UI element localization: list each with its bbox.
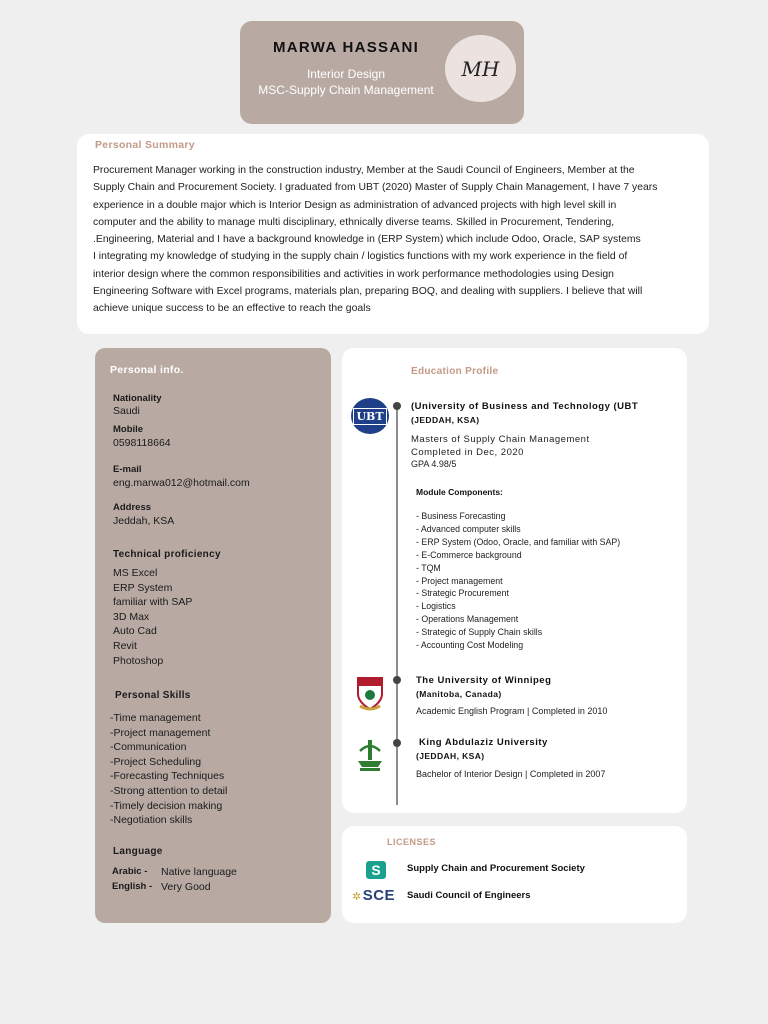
- candidate-name: MARWA HASSANI: [273, 39, 420, 56]
- summary-line: .Engineering, Material and I have a background knowledge in (ERP System) which include Odoo, Oracle, SAP systems: [93, 234, 641, 246]
- list-item: - Project management: [416, 575, 503, 586]
- kau-program: Bachelor of Interior Design | Completed in 2007: [416, 769, 606, 779]
- summary-line: experience in a double major which is Interior Design as administration of advanced projects with high level skill in: [93, 199, 617, 211]
- module-components-title: Module Components:: [416, 487, 503, 497]
- list-item: - E-Commerce background: [416, 549, 522, 560]
- summary-line: achieve unique success to be an effective to reach the goals: [93, 303, 371, 315]
- list-item: -Negotiation skills: [110, 814, 193, 827]
- mobile-value: 0598118664: [113, 437, 171, 449]
- email-label: E-mail: [113, 464, 142, 475]
- email-value[interactable]: eng.marwa012@hotmail.com: [113, 477, 250, 489]
- list-item: - TQM: [416, 562, 441, 573]
- kau-emblem-icon: [354, 737, 386, 773]
- kau-name: King Abdulaziz University: [419, 737, 548, 748]
- list-item: -Time management: [110, 712, 201, 724]
- scps-logo-icon: S: [366, 861, 386, 879]
- list-item: -Timely decision making: [110, 799, 223, 812]
- summary-line: computer and the ability to manage multi disciplinary, ethnically diverse teams. Skilled in Procurement, Tendering,: [93, 216, 615, 228]
- nationality-label: Nationality: [113, 393, 162, 404]
- timeline-dot: [393, 402, 401, 410]
- summary-line: I integrating my knowledge of studying in the supply chain / logistics functions with my work experience in the field of: [93, 251, 628, 263]
- list-item: -Communication: [110, 741, 187, 754]
- license-scps: Supply Chain and Procurement Society: [407, 863, 585, 874]
- list-item: - Advanced computer skills: [416, 523, 521, 534]
- address-value: Jeddah, KSA: [113, 515, 175, 527]
- summary-line: Engineering Software with Excel programs, materials plan, preparing BOQ, and dealing with suppliers. I believe that will: [93, 286, 643, 298]
- list-item: familiar with SAP: [113, 596, 193, 609]
- list-item: - Strategic of Supply Chain skills: [416, 627, 543, 638]
- winnipeg-location: (Manitoba, Canada): [416, 689, 502, 699]
- summary-line: Supply Chain and Procurement Society. I graduated from UBT (2020) Master of Supply Chain Management, I have 7 years: [93, 182, 658, 194]
- arabic-level: Native language: [161, 866, 237, 878]
- list-item: -Forecasting Techniques: [110, 770, 225, 783]
- timeline-dot: [393, 739, 401, 747]
- ubt-logo-icon: UBT: [351, 398, 389, 434]
- sce-logo-icon: ✲SCE: [352, 887, 396, 904]
- timeline-dot: [393, 676, 401, 684]
- list-item: Auto Cad: [113, 625, 157, 638]
- list-item: Revit: [113, 639, 137, 652]
- ubt-completed: Completed in Dec, 2020: [411, 447, 524, 458]
- english-label: English -: [112, 881, 153, 892]
- list-item: 3D Max: [113, 610, 150, 623]
- list-item: -Strong attention to detail: [110, 784, 228, 797]
- mobile-label: Mobile: [113, 424, 144, 435]
- profession-line: Interior Design: [306, 67, 386, 81]
- summary-text: [93, 162, 693, 318]
- technical-proficiency-list: [113, 566, 192, 668]
- license-sce: Saudi Council of Engineers: [407, 890, 531, 901]
- list-item: - Business Forecasting: [416, 511, 506, 521]
- list-item: -Project Scheduling: [110, 755, 202, 768]
- english-level: Very Good: [161, 881, 211, 893]
- module-components-list: [416, 510, 620, 652]
- summary-title: Personal Summary: [95, 139, 195, 151]
- personal-summary-card: [77, 134, 709, 334]
- personal-info-title: Personal info.: [110, 364, 184, 376]
- education-title: Education Profile: [411, 366, 499, 377]
- list-item: - Operations Management: [416, 614, 519, 625]
- personal-skills-list: [110, 711, 227, 828]
- ubt-gpa: GPA 4.98/5: [411, 459, 457, 469]
- technical-proficiency-title: Technical proficiency: [113, 549, 221, 560]
- list-item: - ERP System (Odoo, Oracle, and familiar with SAP): [416, 536, 621, 547]
- list-item: MS Excel: [113, 567, 158, 579]
- licenses-title: LICENSES: [387, 837, 437, 847]
- header-card: [240, 21, 524, 124]
- ubt-name: (University of Business and Technology (UBT: [411, 401, 639, 412]
- winnipeg-crest-icon: [354, 676, 386, 712]
- list-item: - Logistics: [416, 601, 456, 612]
- kau-location: (JEDDAH, KSA): [416, 751, 485, 761]
- summary-line: Procurement Manager working in the construction industry, Member at the Saudi Council of Engineers, Member at the: [93, 165, 635, 176]
- winnipeg-program: Academic English Program | Completed in 2010: [416, 706, 608, 716]
- ubt-location: (JEDDAH, KSA): [411, 415, 480, 425]
- personal-info-panel: [95, 348, 331, 923]
- arabic-label: Arabic -: [112, 866, 148, 877]
- degree-line: MSC-Supply Chain Management: [258, 83, 434, 97]
- summary-line: interior design where the common responsibilities and activities in work performance methodologies using Design: [93, 268, 614, 280]
- list-item: -Project management: [110, 726, 211, 739]
- list-item: ERP System: [113, 581, 173, 594]
- personal-skills-title: Personal Skills: [115, 690, 191, 701]
- list-item: - Strategic Procurement: [416, 588, 509, 599]
- nationality-value: Saudi: [113, 405, 140, 417]
- ubt-degree: Masters of Supply Chain Management: [411, 434, 590, 445]
- list-item: Photoshop: [113, 654, 164, 667]
- licenses-card: [342, 826, 687, 923]
- winnipeg-name: The University of Winnipeg: [416, 675, 552, 686]
- education-profile-card: [342, 348, 687, 813]
- list-item: - Accounting Cost Modeling: [416, 640, 524, 651]
- monogram-logo: MH: [445, 35, 516, 102]
- address-label: Address: [113, 502, 152, 513]
- language-title: Language: [113, 846, 163, 857]
